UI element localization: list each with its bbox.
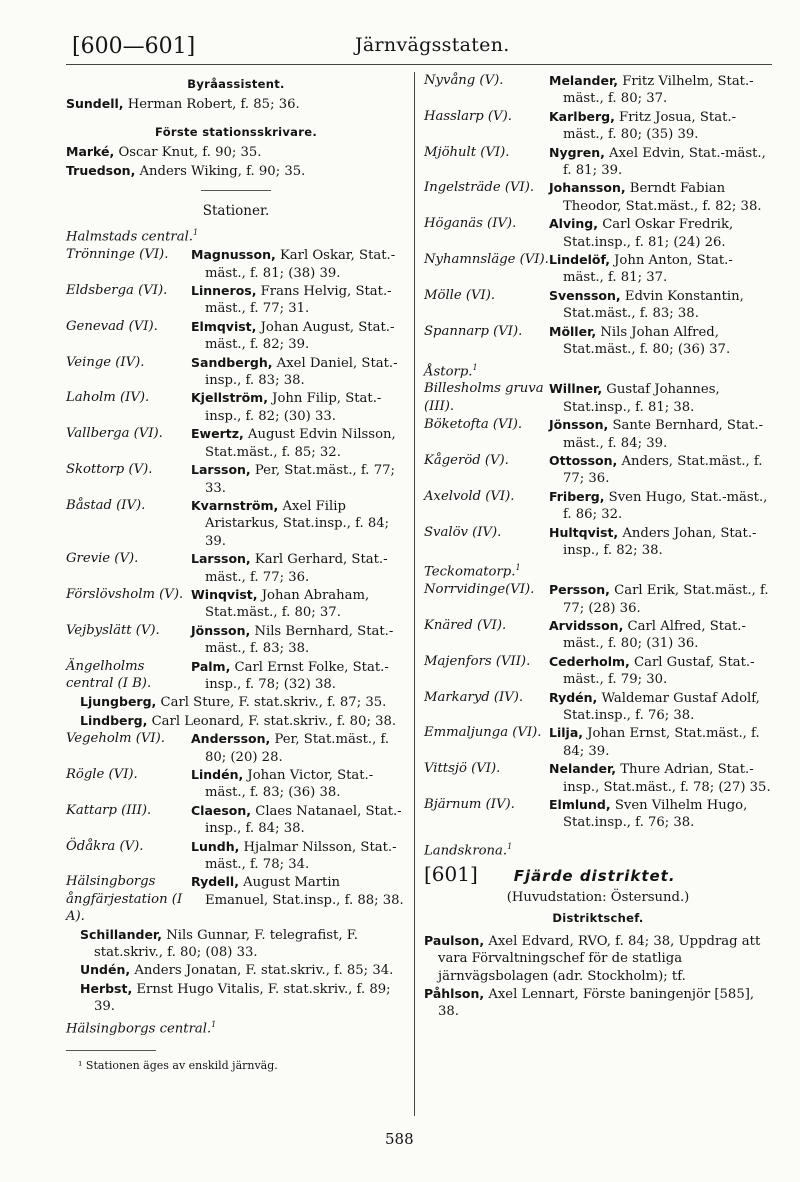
station-row xyxy=(424,796,772,832)
station-personnel: Larsson, Per, Stat.mäst., f. 77; 33. xyxy=(191,462,395,496)
station-name: Ödåkra (V). xyxy=(66,838,144,854)
main-station-note: (Huvudstation: Östersund.) xyxy=(506,890,690,906)
entry: Ljungberg, Carl Sture, F. stat.skriv., f. 87; 35. xyxy=(80,694,387,711)
station-name: Vittsjö (VI). xyxy=(424,761,501,777)
station-group-label: Halmstads central.$^1$ xyxy=(66,228,199,245)
station-row xyxy=(66,425,406,461)
station-name: Laholm (IV). xyxy=(66,390,150,406)
station-row xyxy=(66,246,406,282)
station-personnel: Nelander, Thure Adrian, Stat.-insp., Stat.mäst., f. 78; (27) 35. xyxy=(549,761,771,795)
station-name: Eldsberga (VI). xyxy=(66,283,168,299)
station-row xyxy=(66,622,406,658)
station-group-label: Teckomatorp.$^1$ xyxy=(424,563,521,580)
separator xyxy=(201,190,271,191)
station-personnel: Johansson, Berndt Fabian Theodor, Stat.mäst., f. 82; 38. xyxy=(549,180,762,214)
station-list xyxy=(424,581,772,832)
station-personnel: Elmlund, Sven Vilhelm Hugo, Stat.insp., f. 76; 38. xyxy=(549,797,748,831)
station-name: Mölle (VI). xyxy=(424,287,496,303)
station-name: Hälsingborgs ångfärjestation (I A). xyxy=(66,874,183,925)
station-personnel: Rydén, Waldemar Gustaf Adolf, Stat.insp., f. 76; 38. xyxy=(549,689,760,723)
station-row xyxy=(424,724,772,760)
station-name: Emmaljunga (VI). xyxy=(424,725,542,741)
heading-forste-stationsskrivare: Förste stationsskrivare. xyxy=(155,124,317,139)
station-personnel: Karlberg, Fritz Josua, Stat.-mäst., f. 80; (35) 39. xyxy=(549,108,737,143)
entry: Schillander, Nils Gunnar, F. telegrafist, F. stat.skriv., f. 80; (08) 33. xyxy=(80,926,359,961)
station-name: Norrvidinge(VI). xyxy=(424,582,535,598)
station-name: Mjöhult (VI). xyxy=(424,144,510,160)
station-row xyxy=(424,72,772,108)
station-name: Grevie (V). xyxy=(66,551,139,567)
station-row xyxy=(424,323,772,359)
station-row xyxy=(424,581,772,617)
station-personnel: Sandbergh, Axel Daniel, Stat.-insp., f. 83; 38. xyxy=(191,354,398,389)
section-range: [600—601] xyxy=(72,34,196,59)
station-personnel: Magnusson, Karl Oskar, Stat.-mäst., f. 81; (38) 39. xyxy=(191,247,396,281)
entry: Sundell, Herman Robert, f. 85; 36. xyxy=(66,96,300,113)
station-personnel: Lindelöf, John Anton, Stat.-mäst., f. 81; 37. xyxy=(549,252,733,286)
entry: Paulson, Axel Edvard, RVO, f. 84; 38, Uppdrag att vara Förvaltningschef för de statliga järnvägsbolagen (adr. Stockholm); tf. xyxy=(424,932,761,984)
station-row xyxy=(424,452,772,488)
section-heading xyxy=(424,861,772,886)
station-personnel: Nygren, Axel Edvin, Stat.-mäst., f. 81; 39. xyxy=(549,144,766,179)
station-personnel: Andersson, Per, Stat.mäst., f. 80; (20) 28. xyxy=(191,731,390,765)
heading-stationer: Stationer. xyxy=(202,203,270,220)
heading-byraassistent: Byråassistent. xyxy=(187,77,285,91)
station-personnel: Möller, Nils Johan Alfred, Stat.mäst., f. 80; (36) 37. xyxy=(549,323,731,358)
station-group-label: Landskrona.$^1$ xyxy=(424,841,513,859)
station-list xyxy=(66,246,406,693)
station-name: Förslövsholm (V). xyxy=(66,586,184,602)
station-row xyxy=(424,617,772,653)
station-row xyxy=(424,287,772,323)
station-personnel: Willner, Gustaf Johannes, Stat.insp., f. 81; 38. xyxy=(549,381,720,415)
station-personnel: Jönsson, Nils Bernhard, Stat.-mäst., f. 83; 38. xyxy=(191,622,394,657)
station-personnel: Svensson, Edvin Konstantin, Stat.mäst., f. 83; 38. xyxy=(549,287,744,322)
section-number: [601] xyxy=(424,861,478,886)
station-personnel: Melander, Fritz Vilhelm, Stat.-mäst., f. 80; 37. xyxy=(549,73,754,107)
running-title: Järnvägsstaten. xyxy=(355,34,510,56)
station-personnel: Winqvist, Johan Abraham, Stat.mäst., f. 80; 37. xyxy=(191,586,370,621)
station-personnel: Elmqvist, Johan August, Stat.-mäst., f. 82; 39. xyxy=(191,318,395,353)
station-row xyxy=(66,282,406,318)
station-row xyxy=(424,524,772,560)
station-name: Nyhamnsläge (VI). xyxy=(424,252,549,268)
station-personnel: Ottosson, Anders, Stat.mäst., f. 77; 36. xyxy=(549,452,763,487)
station-name: Knäred (VI). xyxy=(424,617,507,633)
page-number: 588 xyxy=(385,1130,414,1148)
station-personnel: Lindén, Johan Victor, Stat.-mäst., f. 83; (36) 38. xyxy=(191,767,374,801)
station-name: Höganäs (IV). xyxy=(424,216,517,232)
station-row xyxy=(66,461,406,497)
column-divider xyxy=(414,72,415,1116)
entry: Marké, Oscar Knut, f. 90; 35. xyxy=(66,144,262,161)
station-personnel: Linneros, Frans Helvig, Stat.-mäst., f. 77; 31. xyxy=(191,283,392,317)
footnote-rule xyxy=(66,1050,156,1051)
station-personnel: Ewertz, August Edvin Nilsson, Stat.mäst., f. 85; 32. xyxy=(191,426,396,460)
station-name: Ängelholms central (I B). xyxy=(66,658,152,691)
station-row xyxy=(66,766,406,802)
station-name: Ingelsträde (VI). xyxy=(424,180,535,196)
station-name: Veinge (IV). xyxy=(66,354,145,370)
station-name: Skottorp (V). xyxy=(66,462,153,478)
entry: Truedson, Anders Wiking, f. 90; 35. xyxy=(66,162,306,179)
station-personnel: Friberg, Sven Hugo, Stat.-mäst., f. 86; 32. xyxy=(549,488,768,523)
station-name: Nyvång (V). xyxy=(424,73,504,88)
header-rule xyxy=(66,64,772,65)
station-personnel: Lundh, Hjalmar Nilsson, Stat.-mäst., f. 78; 34. xyxy=(191,838,397,873)
station-row xyxy=(66,658,406,694)
station-personnel: Claeson, Claes Natanael, Stat.-insp., f. 84; 38. xyxy=(191,802,402,837)
station-row xyxy=(424,215,772,251)
station-row xyxy=(424,380,772,416)
station-row xyxy=(66,389,406,425)
station-row xyxy=(424,488,772,524)
station-personnel: Alving, Carl Oskar Fredrik, Stat.insp., f. 81; (24) 26. xyxy=(549,216,734,250)
station-name: Genevad (VI). xyxy=(66,318,158,334)
station-personnel: Hultqvist, Anders Johan, Stat.-insp., f. 82; 38. xyxy=(549,524,757,558)
station-name: Trönninge (VI). xyxy=(66,247,169,263)
station-row xyxy=(424,416,772,452)
station-row xyxy=(66,354,406,390)
station-row xyxy=(424,760,772,796)
station-personnel: Palm, Carl Ernst Folke, Stat.-insp., f. 78; (32) 38. xyxy=(191,658,389,692)
station-personnel: Cederholm, Carl Gustaf, Stat.-mäst., f. 79; 30. xyxy=(549,653,755,688)
station-name: Axelvold (VI). xyxy=(424,488,515,504)
station-personnel: Arvidsson, Carl Alfred, Stat.-mäst., f. 80; (31) 36. xyxy=(549,617,746,652)
station-row xyxy=(66,873,406,925)
station-row xyxy=(66,838,406,874)
station-row xyxy=(66,497,406,550)
section-title: Fjärde distriktet. xyxy=(513,866,676,885)
station-name: Båstad (IV). xyxy=(66,497,146,513)
station-name: Billesholms gruva (III). xyxy=(424,381,544,414)
station-row xyxy=(66,318,406,354)
station-row xyxy=(66,550,406,586)
station-name: Majenfors (VII). xyxy=(424,653,531,669)
footnote: ¹ Stationen äges av enskild järnväg. xyxy=(78,1058,278,1072)
station-row xyxy=(424,251,772,287)
station-personnel: Jönsson, Sante Bernhard, Stat.-mäst., f. 84; 39. xyxy=(549,417,764,451)
station-row xyxy=(424,144,772,180)
station-row xyxy=(66,802,406,838)
station-list xyxy=(424,380,772,559)
station-group-label: Hälsingborgs central.$^1$ xyxy=(66,1019,217,1037)
station-name: Svalöv (IV). xyxy=(424,524,502,540)
station-name: Kattarp (III). xyxy=(66,802,152,818)
entry: Herbst, Ernst Hugo Vitalis, F. stat.skriv., f. 89; 39. xyxy=(80,980,391,1015)
station-personnel: Larsson, Karl Gerhard, Stat.-mäst., f. 77; 36. xyxy=(191,551,388,585)
heading-distriktschef: Distriktschef. xyxy=(552,911,644,926)
station-personnel: Kjellström, John Filip, Stat.-insp., f. 82; (30) 33. xyxy=(191,390,382,424)
station-name: Vegeholm (VI). xyxy=(66,731,165,747)
left-column xyxy=(66,72,406,1074)
right-column xyxy=(424,72,772,1021)
station-row xyxy=(66,730,406,766)
station-personnel: Persson, Carl Erik, Stat.mäst., f. 77; (28) 36. xyxy=(549,582,769,616)
station-group-label: Åstorp.$^1$ xyxy=(424,362,478,379)
station-name: Kågeröd (V). xyxy=(424,452,509,468)
entry: Påhlson, Axel Lennart, Förste baningenjör [585], 38. xyxy=(424,986,755,1020)
station-list xyxy=(66,730,406,925)
station-row xyxy=(424,108,772,144)
station-personnel: Rydell, August Martin Emanuel, Stat.insp., f. 88; 38. xyxy=(191,874,404,908)
station-name: Vallberga (VI). xyxy=(66,426,163,442)
station-row xyxy=(424,179,772,215)
entry: Lindberg, Carl Leonard, F. stat.skriv., f. 80; 38. xyxy=(80,712,397,729)
station-list xyxy=(424,72,772,359)
station-name: Markaryd (IV). xyxy=(424,689,524,705)
station-name: Spannarp (VI). xyxy=(424,323,523,339)
station-row xyxy=(424,653,772,689)
entry: Undén, Anders Jonatan, F. stat.skriv., f. 85; 34. xyxy=(80,962,394,979)
station-personnel: Lilja, Johan Ernst, Stat.mäst., f. 84; 39. xyxy=(549,725,760,759)
station-name: Vejbyslätt (V). xyxy=(66,622,160,638)
station-row xyxy=(424,689,772,725)
station-row xyxy=(66,586,406,622)
station-personnel: Kvarnström, Axel Filip Aristarkus, Stat.insp., f. 84; 39. xyxy=(191,497,390,549)
station-name: Rögle (VI). xyxy=(66,767,138,783)
station-name: Bjärnum (IV). xyxy=(424,797,515,813)
station-name: Hasslarp (V). xyxy=(424,108,512,124)
station-name: Böketofta (VI). xyxy=(424,417,523,433)
